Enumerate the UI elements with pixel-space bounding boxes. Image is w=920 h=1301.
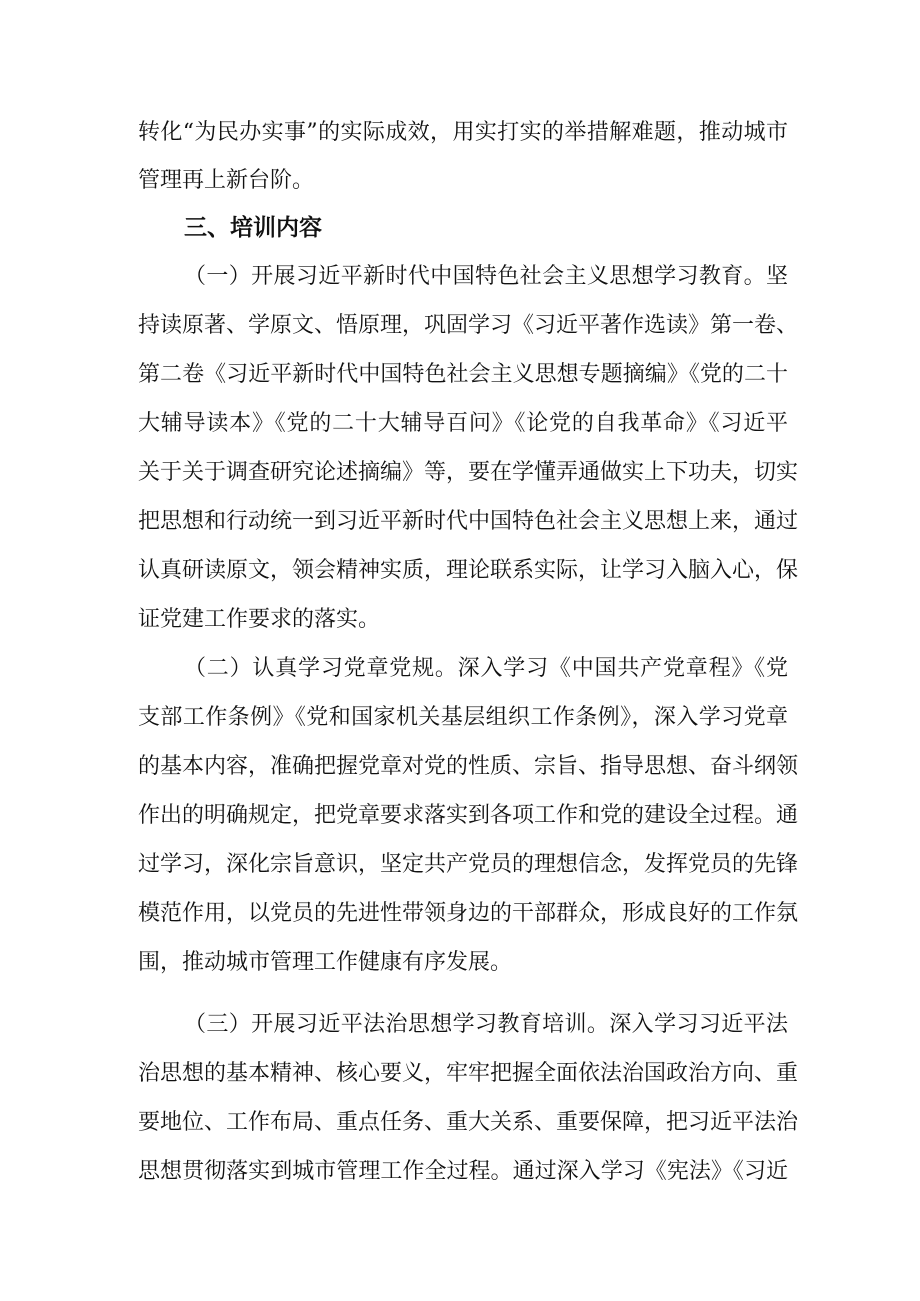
para1-line-7: 认真研读原文，领会精神实质，理论联系实际，让学习入脑入心，保 [138, 558, 799, 583]
para3-line-4: 思想贯彻落实到城市管理工作全过程。通过深入学习《宪法》《习近 [138, 1159, 788, 1184]
para2-line-4: 作出的明确规定，把党章要求落实到各项工作和党的建设全过程。通 [138, 803, 799, 828]
para1-line-3: 第二卷《习近平新时代中国特色社会主义思想专题摘编》《党的二十 [138, 362, 788, 387]
para2-line-5: 过学习，深化宗旨意识，坚定共产党员的理想信念，发挥党员的先锋 [138, 852, 799, 877]
para2-line-1: （二）认真学习党章党规。深入学习《中国共产党章程》《党 [184, 656, 788, 681]
para1-line-1: （一）开展习近平新时代中国特色社会主义思想学习教育。坚 [184, 264, 788, 289]
para3-line-3: 要地位、工作布局、重点任务、重大关系、重要保障，把习近平法治 [138, 1110, 799, 1135]
para1-line-5: 关于关于调查研究论述摘编》等，要在学懂弄通做实上下功夫，切实 [138, 460, 799, 485]
para1-line-8: 证党建工作要求的落实。 [138, 607, 381, 632]
section-heading: 三、培训内容 [184, 215, 322, 241]
para1-line-2: 持读原著、学原文、悟原理，巩固学习《习近平著作选读》第一卷、 [138, 313, 799, 338]
para2-line-7: 围，推动城市管理工作健康有序发展。 [138, 950, 513, 975]
para1-line-4: 大辅导读本》《党的二十大辅导百问》《论党的自我革命》《习近平 [138, 411, 788, 436]
intro-line-1: 转化“为民办实事”的实际成效，用实打实的举措解难题，推动城市 [138, 120, 788, 145]
para3-line-1: （三）开展习近平法治思想学习教育培训。深入学习习近平法 [184, 1012, 788, 1037]
para3-line-2: 治思想的基本精神、核心要义，牢牢把握全面依法治国政治方向、重 [138, 1061, 799, 1086]
para2-line-3: 的基本内容，准确把握党章对党的性质、宗旨、指导思想、奋斗纲领 [138, 754, 799, 779]
para1-line-6: 把思想和行动统一到习近平新时代中国特色社会主义思想上来，通过 [138, 509, 799, 534]
para2-line-6: 模范作用，以党员的先进性带领身边的干部群众，形成良好的工作氛 [138, 901, 799, 926]
intro-line-2: 管理再上新台阶。 [138, 168, 315, 193]
para2-line-2: 支部工作条例》《党和国家机关基层组织工作条例》，深入学习党章 [138, 705, 788, 730]
